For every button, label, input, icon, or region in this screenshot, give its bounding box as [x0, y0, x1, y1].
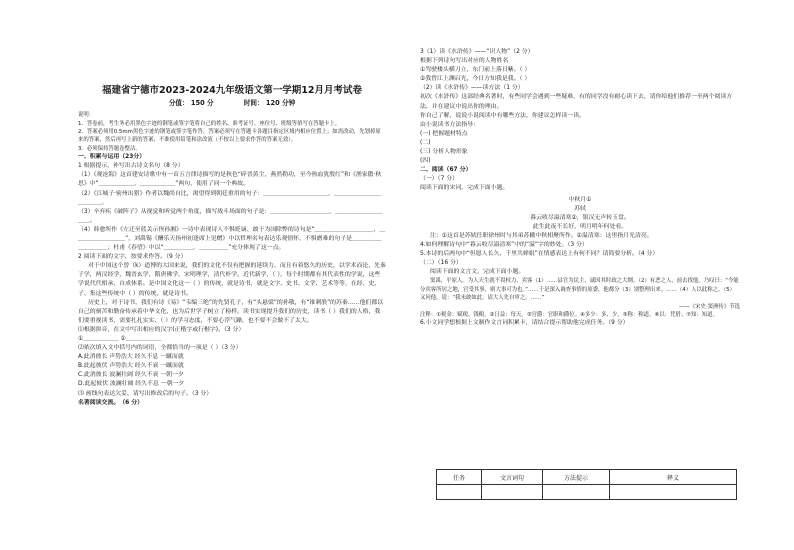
right-column [420, 48, 740, 328]
table-cell [610, 485, 737, 500]
question-heading: 1 根据提示，补写出古诗文名句（8 分） [78, 163, 184, 170]
question-item: 你自己了解，说说小说阅读中有哪些方法，你建议怎样读一读。 [420, 112, 585, 119]
poem-line: 暮云收尽溢清寒②，银汉无声转玉盘。 [530, 214, 630, 221]
question-item: 6.小文同学想根据上文制作文言词积累卡，请结合提示帮助他完成任务。（9 分） [420, 320, 629, 327]
table-header-cell: 任务 [437, 470, 482, 485]
question-item: （2）《江城子·密州出猎》作者以魏尚自比，渴望得到朝廷重用的句子：＿＿＿＿＿＿＿＿＿＿＿，＿＿＿＿＿＿＿＿＿＿＿＿。 [78, 190, 382, 206]
question-item: 初次《水浒传》这部经典名著时，有些同学会遇到一些疑难，有的同学没有耐心读下去，请你给他们推荐一至两个阅读方法，并在建议中说出你的理由。 [420, 94, 733, 110]
section-heading: 二、阅读（67 分） [420, 167, 472, 174]
classical-passage: 窦禹，平原人。为人天生就不畏权力，宾客（1）……县官为民主，诚因其时政之大纲。（2）有恶之人，前去找他。乃叹曰：“今能分宾客所居之地，官受其事，则大事可为也。”……于是深入调查事情的原委，他都分（3）别整理出来。……（4）人以此称之。（5）又问他，说：“我未敢如此，请大人先自审之。……” [420, 278, 739, 302]
question-item: （1）《观沧海》这首建安诗歌中有一首五言律诗描写的是秋色“碎晋黄尘，燕然勒功，至今热血犹殷红”和《渔家傲·秋思》中“＿＿＿＿＿＿，＿＿＿＿＿＿”两句，使用了同一个典故。 [78, 172, 382, 188]
table-row [437, 485, 737, 500]
step-item: (三) 分析人物形象 [420, 149, 468, 156]
passage-paragraph: 历史上，对于诗书，我们有诗《易》“韦编三绝”的先贤孔子，有“头悬梁”的孙敬，有“锥刺股”的苏秦……他们都以自己的刻苦和勤奋传承着中华文化，也为后世学子树立了榜样。读书实现提升我们的历史，读书（ ）我们的人格，我们要重视读书，需要扎扎实实、（ ）的学习态度，不要心浮气躁，也不要不会做不了太大。 [78, 299, 384, 324]
exam-meta [78, 99, 386, 108]
table-header-row [437, 470, 737, 485]
subsection-heading: （二）（16 分） [420, 260, 462, 267]
question-item: 5.本诗的后两句中“但愿人长久，千里共婵娟”在情感表达上有何不同？请简要分析。（4 分） [420, 251, 659, 258]
instruction-item: 3．必须保持答题卷整洁。 [78, 145, 141, 152]
answer-blank: ①＿＿＿＿＿＿ ②＿＿＿＿＿＿ [78, 336, 162, 342]
choice-option: B.此起彼伏 声势浩大 经久不衰 一蹴而就 [78, 363, 184, 370]
poem-author: 苏轼 [574, 205, 586, 212]
instructions-heading: 说明： [78, 112, 95, 119]
reading-instruction: 阅读下面的宋词，完成下面小题。 [420, 185, 509, 192]
table-cell [482, 485, 543, 500]
left-column [78, 10, 386, 408]
passage-source: ——《宋史·窦洲传》节选 [678, 303, 740, 310]
reading-instruction: 阅读下面的文言文，完成下面小题。 [430, 269, 525, 276]
table-cell [543, 485, 610, 500]
question-heading: 3（1）读《水浒传》——“识人物”（2 分） [420, 49, 534, 55]
choice-option: C.此消彼长 波澜壮阔 经久不衰 一朝一夕 [78, 372, 184, 379]
choice-option: D.此起彼伏 波澜壮阔 经久不息 一朝一夕 [78, 381, 185, 388]
passage-paragraph: 对于中国这个曾（k）道博的大国来说，我们的文化不仅有把握的延续力，而且有着悠久的历史，以学术而论，先秦子学，两汉经学，魏晋玄学，隋唐佛学，宋明理学，清代朴学，近代新学，（ ），每个时期都有其代表性的学说，这些学说代代相承，自成体系。是中国文化这一（ ）的传统，就是诗书，就是文字、史书、文学、艺术等等，在经、史、子、集这些传统中（ ）的传统，就是诗书。 [78, 263, 386, 297]
time-label: 时间： 120 分钟 [243, 99, 296, 107]
table-header-cell: 释义 [610, 470, 737, 485]
step-item: (二) [420, 139, 431, 146]
question-item: ②我曾江上渊启光，今日方知我是我。（ ） [420, 76, 531, 83]
question-item: ⑶ 画线句表达欠妥，请写出修改后的句子。（3 分） [78, 390, 213, 397]
table-header-cell: 方法提示 [543, 470, 610, 485]
exam-title: 福建省宁德市2023-2024九年级语文第一学期12月月考试卷 [101, 85, 363, 96]
question-item: （3）辛弃疾《破阵子》从视觉和听觉两个角度，描写战斗场面的句子是：＿＿＿＿＿＿＿＿＿＿，＿＿＿＿＿＿＿＿＿＿。 [78, 208, 383, 224]
question-item: 根据下列诗句写出对应的人物姓名 [420, 58, 509, 65]
question-item: 4.如何理解诗句中“暮云收尽溢清寒”中的“溢”字的妙处。（3 分） [420, 241, 588, 248]
table-header-cell: 文言词句 [482, 470, 543, 485]
subsection-heading: （一）（7 分） [420, 176, 459, 183]
choice-option: A.此消彼长 声势浩大 经久不息 一蹴而就 [78, 354, 184, 361]
question-heading: 名著阅读交流。（6 分） [78, 399, 144, 406]
step-item: (一) 把握题材特点 [420, 130, 468, 137]
step-item: (四) [420, 158, 431, 165]
question-heading: 2 阅读下面的文字，按要求作答。（9 分） [78, 254, 187, 261]
question-item: （4）韩愈所作《左迁至蓝关示侄孙湘》一诗中表现诗人不惧贬谪、敢于为国除弊的诗句是“＿＿＿＿＿＿＿＿＿＿，＿＿＿＿＿＿＿＿＿”，刘禹锡《酬乐天扬州初逢席上见赠》中以哲理名句表达乐观情怀、不惧磨难的句子是＿＿＿＿＿＿＿＿＿＿；杜甫《春望》中以“＿＿＿＿＿，＿＿＿＿＿”充分体现了这一点。 [78, 226, 386, 252]
question-item: ⑵依次填入文中括号内的词语，全都恰当的一项是（ ）（3 分） [78, 345, 242, 352]
section-heading: 一、积累与运用（23分） [78, 154, 146, 161]
gloss-notes: 注释：①税金：赋税、钱粮。②日益：每天。③官爵：官职和爵位。④多少：多、少。⑤称：称道。⑥以：凭借；⑦知：知道。 [420, 311, 718, 318]
vocab-card-table [436, 469, 737, 500]
poem-line: 此生此夜不长好，明月明年何处看。 [532, 223, 628, 230]
poem-title: 中秋月① [568, 196, 592, 203]
score-label: 分值： 150 分 [168, 99, 214, 107]
question-item: ①驾驶楼头横刀立，东门前上落日紫。（ ） [420, 67, 531, 74]
instruction-item: 1．答卷前，考生务必用黑色字迹的钢笔或签字笔将自己的姓名、准考证号、座位号、班级等填写在答题卡上。 [78, 120, 341, 127]
question-item: 由小说读书方法指导： [420, 121, 479, 128]
question-item: ⑴根据拼音，在文中写出相应的汉字(正楷字或行楷字)。（3 分） [78, 326, 245, 333]
poem-note: 注：①这首是苏轼任职徐州时与其弟苏辙中秋相聚所作。②溢清寒：这里指月光清亮。 [430, 232, 653, 239]
instruction-item: 2．答案必须用0.5mm黑色字迹的钢笔或签字笔作答，答案必须写在答题卡各题目指定区域内相应位置上；如需改动，先划掉原来的答案，然后再写上新的答案；不准使用铅笔和涂改液（不按以上要求作答的答案无效）。 [78, 128, 381, 144]
question-heading: （2）读《水浒传》——读方法（1 分） [420, 85, 524, 92]
table-cell [437, 485, 482, 500]
